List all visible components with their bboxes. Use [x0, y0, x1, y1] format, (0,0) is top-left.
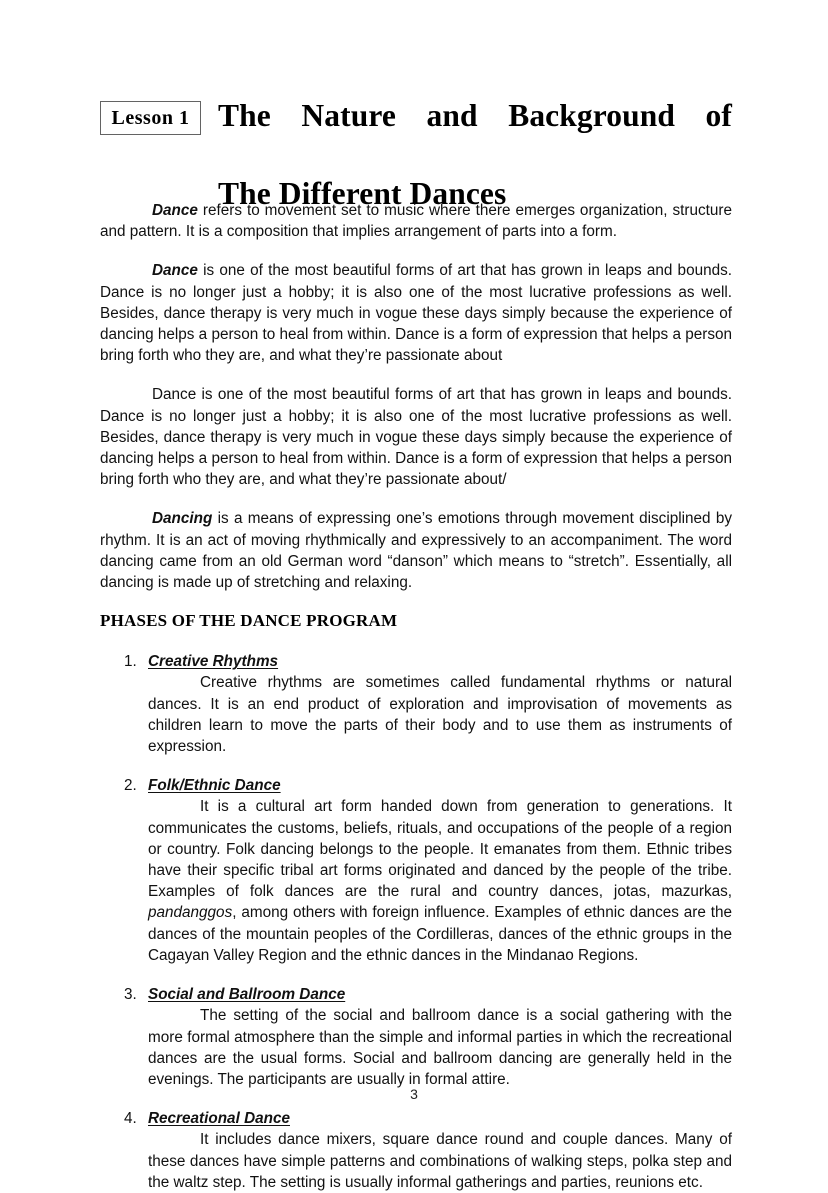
lesson-number-badge: [100, 101, 201, 135]
paragraph-3: [100, 384, 732, 490]
list-item: [100, 1108, 732, 1193]
page-title: [218, 96, 732, 213]
list-item-number: 4.: [124, 1110, 137, 1128]
paragraph-3-text: Dance is one of the most beautiful forms of art that has grown in leaps and bounds. Dance is no longer just a hobby; it is also one of the most lucrative professions as well. Besides, dance therapy is very much in vogue these days simply because the experience of dancing helps a person to heal from within. Dance is a form of expression that helps a person bring forth who they are, and what they’re passionate about/: [100, 386, 732, 489]
list-item-heading: Folk/Ethnic Dance: [148, 777, 281, 795]
list-item-heading: Recreational Dance: [148, 1110, 290, 1128]
list-item-number: 1.: [124, 653, 137, 671]
page-title-line-2: The Different Dances: [218, 176, 507, 211]
list-item-body: [148, 796, 732, 966]
list-item-body: [148, 1129, 732, 1193]
list-item: [100, 651, 732, 757]
list-item-body-before: Creative rhythms are sometimes called fundamental rhythms or natural dances. It is an end product of exploration and improvisation of movements as children learn to move the parts of their body and to use them as instruments of expression.: [148, 674, 732, 756]
phases-list: [100, 651, 732, 1193]
paragraph-2-text: is one of the most beautiful forms of art that has grown in leaps and bounds. Dance is no longer just a hobby; it is also one of the most lucrative professions as well. Besides, dance therapy is very much in vogue these days simply because the experience of dancing helps a person to heal from within. Dance is a form of expression that helps a person bring forth who they are, and what they’re passionate about: [100, 262, 732, 365]
paragraph-4-text: is a means of expressing one’s emotions through movement disciplined by rhythm. It is an act of moving rhythmically and expressively to an accompaniment. The word dancing came from an old German word “danson” which means to “stretch”. Essentially, all dancing is made up of stretching and relaxing.: [100, 510, 732, 592]
document-body: [100, 200, 732, 1193]
list-item: [100, 775, 732, 966]
list-item-body-before: It includes dance mixers, square dance round and couple dances. Many of these dances have simple patterns and combinations of walking steps, polka step and the waltz step. The setting is usually informal gatherings and parties, reunions etc.: [148, 1131, 732, 1191]
list-item-heading: Social and Ballroom Dance: [148, 986, 346, 1004]
page-number: 3: [410, 1086, 418, 1102]
page-title-line-1: The Nature and Background of: [218, 98, 732, 133]
paragraph-1: [100, 200, 732, 242]
paragraph-1-lead-term: Dance: [152, 202, 198, 219]
list-item-heading: Creative Rhythms: [148, 653, 279, 671]
lesson-title-block: [100, 96, 732, 213]
list-item-body: [148, 672, 732, 757]
paragraph-2-lead-term: Dance: [152, 262, 198, 280]
paragraph-2: [100, 260, 732, 366]
list-item: [100, 984, 732, 1090]
list-item-body-before: It is a cultural art form handed down from generation to generations. It communicates the customs, beliefs, rituals, and occupations of the people of a region or country. Folk dancing belongs to the people. It emanates from them. Ethnic tribes have their specific tribal art forms originated and danced by the people of the tribe. Examples of folk dances are the rural and country dances, jotas, mazurkas,: [148, 798, 732, 901]
list-item-number: 3.: [124, 986, 137, 1004]
list-item-body: [148, 1005, 732, 1090]
section-heading-phases: PHASES OF THE DANCE PROGRAM: [100, 611, 398, 631]
list-item-italic-term: pandanggos: [148, 904, 233, 922]
list-item-number: 2.: [124, 777, 137, 795]
list-item-body-before: The setting of the social and ballroom dance is a social gathering with the more formal atmosphere than the simple and informal parties in which the recreational dances are the usual forms. Social and ballroom dancing are generally held in the evenings. The participants are usually in formal attire.: [148, 1007, 732, 1088]
paragraph-1-text: refers to movement set to music where there emerges organization, structure and pattern. It is a composition that implies arrangement of parts into a form.: [100, 202, 732, 241]
list-item-body-after: , among others with foreign influence. Examples of ethnic dances are the dances of the mountain peoples of the Cordilleras, dances of the ethnic groups in the Cagayan Valley Region and the ethnic dances in the Mindanao Regions.: [148, 904, 732, 964]
paragraph-4-lead-term: Dancing: [152, 510, 213, 528]
paragraph-4: [100, 508, 732, 593]
lesson-badge-label: Lesson 1: [111, 107, 190, 129]
